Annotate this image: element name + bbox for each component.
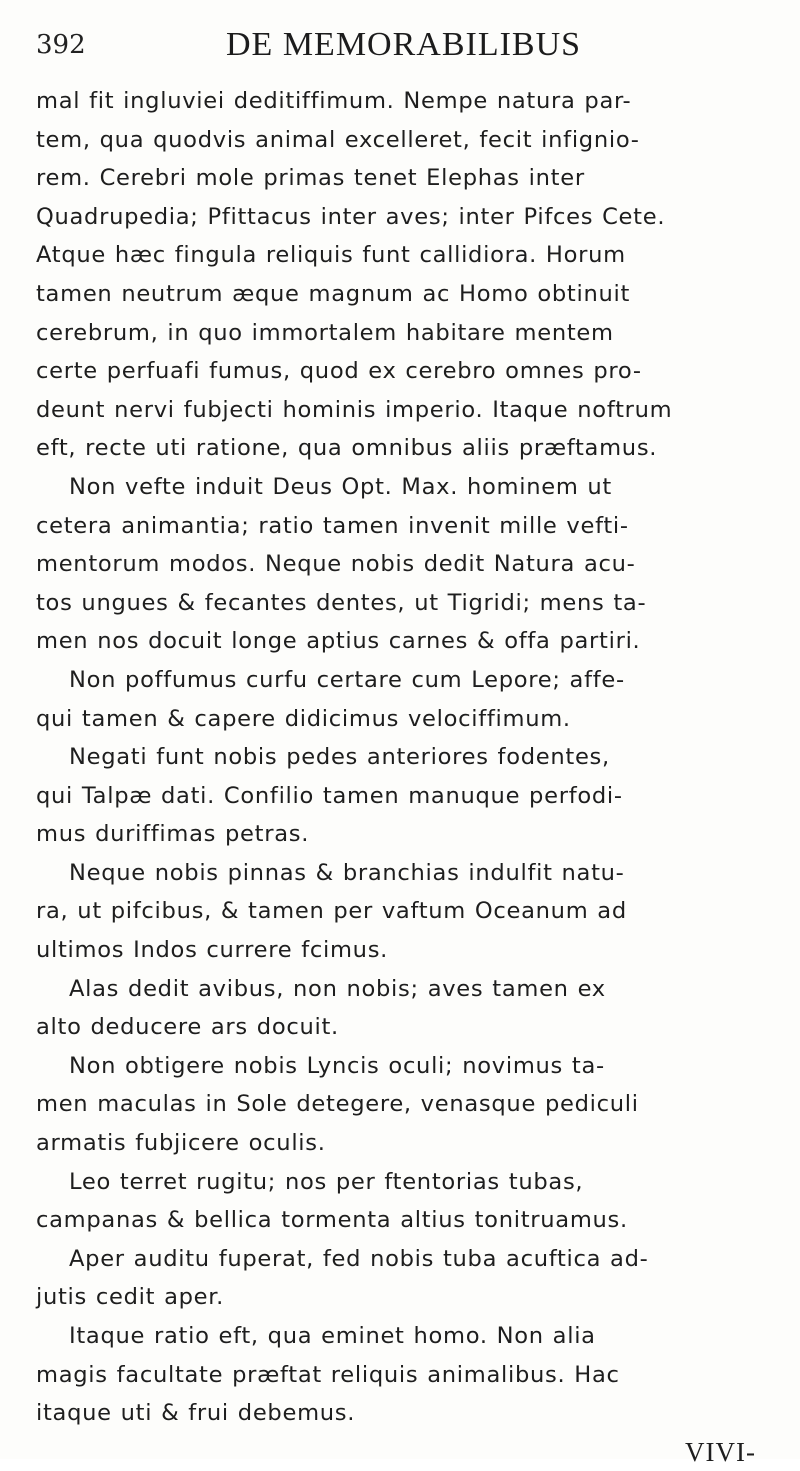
text-line: Atque hæc fingula reliquis funt callidiora. Horum bbox=[36, 242, 626, 269]
text-line: mus duriffimas petras. bbox=[36, 821, 310, 848]
text-line: cerebrum, in quo immortalem habitare mentem bbox=[36, 319, 614, 346]
text-line: qui Talpæ dati. Confilio tamen manuque perfodi- bbox=[36, 782, 623, 809]
text-line: tem, qua quodvis animal excelleret, fecit infignio- bbox=[36, 126, 640, 153]
text-line: Leo terret rugitu; nos per ftentorias tubas, bbox=[69, 1168, 584, 1195]
text-line: ultimos Indos currere fcimus. bbox=[36, 937, 389, 964]
text-line: qui tamen & capere didicimus velociffimum. bbox=[36, 705, 571, 732]
text-line: certe perfuafi fumus, quod ex cerebro omnes pro- bbox=[36, 358, 642, 385]
text-line: jutis cedit aper. bbox=[36, 1284, 225, 1311]
text-line: itaque uti & frui debemus. bbox=[36, 1400, 356, 1427]
text-line: Neque nobis pinnas & branchias indulfit natu- bbox=[69, 859, 625, 886]
text-line: deunt nervi fubjecti hominis imperio. Itaque noftrum bbox=[36, 396, 673, 423]
text-line: Negati funt nobis pedes anteriores fodentes, bbox=[69, 744, 610, 771]
text-line: Alas dedit avibus, non nobis; aves tamen ex bbox=[69, 975, 606, 1002]
running-head: DE MEMORABILIBUS bbox=[226, 26, 582, 63]
text-line: mal fit ingluviei deditiffimum. Nempe natura par- bbox=[36, 88, 632, 114]
text-line: tos ungues & fecantes dentes, ut Tigridi; mens ta- bbox=[36, 589, 647, 616]
text-line: campanas & bellica tormenta altius tonitruamus. bbox=[36, 1207, 628, 1234]
page-number: 392 bbox=[36, 30, 86, 60]
text-line: cetera animantia; ratio tamen invenit mille vefti- bbox=[36, 512, 629, 539]
catchword: VIVI- bbox=[685, 1436, 756, 1467]
text-line: men maculas in Sole detegere, venasque pediculi bbox=[36, 1091, 639, 1118]
text-line: rem. Cerebri mole primas tenet Elephas inter bbox=[36, 165, 585, 192]
text-line: mentorum modos. Neque nobis dedit Natura acu- bbox=[36, 551, 636, 578]
text-line: ra, ut pifcibus, & tamen per vaftum Oceanum ad bbox=[36, 898, 627, 925]
text-line: eft, recte uti ratione, qua omnibus aliis præftamus. bbox=[36, 435, 658, 462]
text-line: Non poffumus curfu certare cum Lepore; affe- bbox=[69, 666, 625, 693]
text-line: Aper auditu fuperat, fed nobis tuba acuftica ad- bbox=[69, 1245, 649, 1272]
text-line: Quadrupedia; Pfittacus inter aves; inter Pifces Cete. bbox=[36, 203, 666, 230]
text-line: alto deducere ars docuit. bbox=[36, 1014, 339, 1041]
text-line: Non obtigere nobis Lyncis oculi; novimus ta- bbox=[69, 1052, 605, 1079]
text-line: magis facultate præftat reliquis animalibus. Hac bbox=[36, 1361, 620, 1388]
text-line: armatis fubjicere oculis. bbox=[36, 1130, 326, 1157]
page-header bbox=[36, 26, 766, 78]
text-line: Itaque ratio eft, qua eminet homo. Non alia bbox=[69, 1323, 596, 1349]
text-line: Non vefte induit Deus Opt. Max. hominem ut bbox=[69, 473, 612, 500]
text-line: men nos docuit longe aptius carnes & offa partiri. bbox=[36, 628, 641, 655]
text-line: tamen neutrum æque magnum ac Homo obtinuit bbox=[36, 280, 631, 307]
body-text bbox=[36, 82, 772, 1471]
